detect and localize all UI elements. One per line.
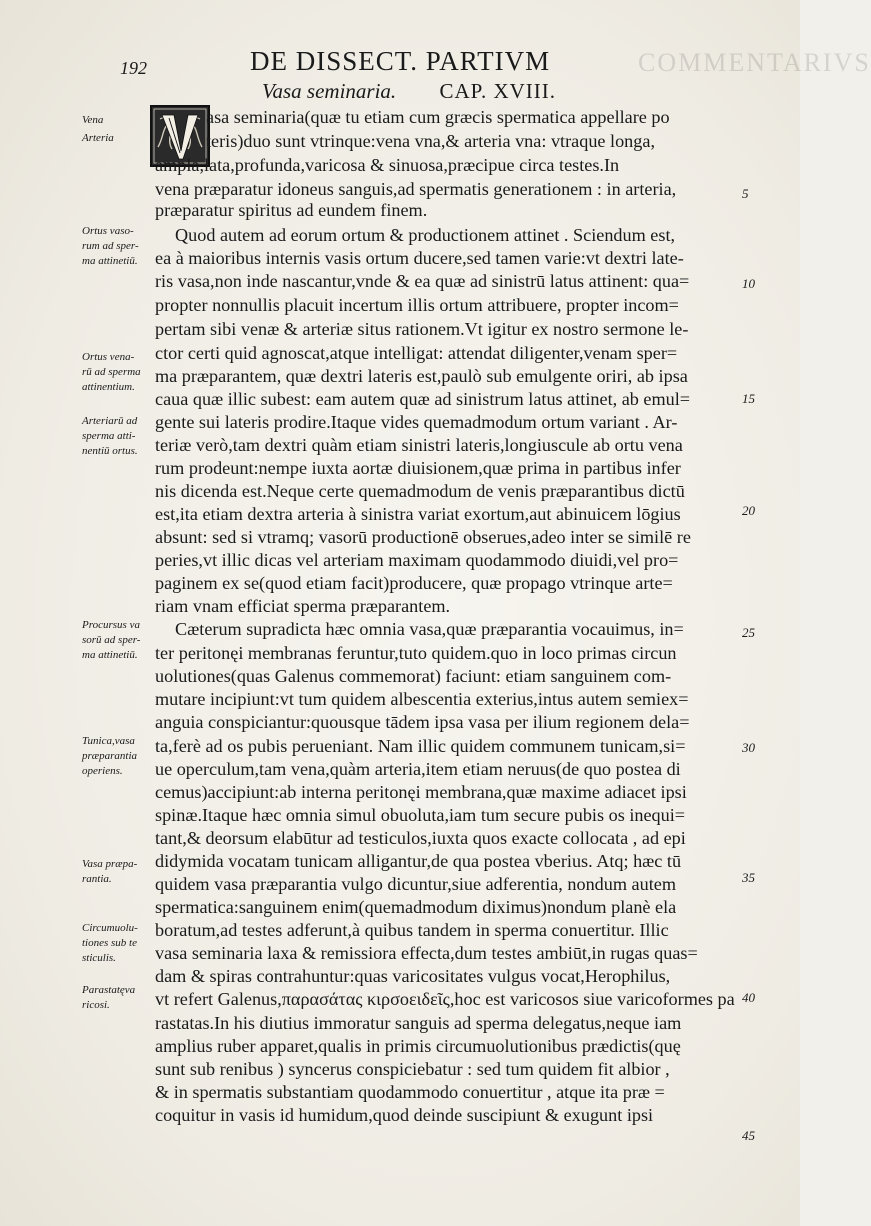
body-line: teris)duo sunt vtrinque:vena vna,& arteria vna: vtraque longa, [206,131,655,151]
margin-note: tiones sub te [82,937,137,949]
body-line: riam vnam efficiat sperma præparantem. [155,596,451,616]
margin-note: rū ad sperma [82,366,141,378]
body-line: didymida vocatam tunicam alligantur,de qua postea vberius. Atq; hæc tū [155,851,682,871]
body-line: præparatur spiritus ad eundem finem. [155,200,428,220]
body-line: amplius ruber apparet,qualis in primis circumuolutionibus prædictis(quę [155,1036,681,1056]
body-line: ea à maioribus internis vasis ortum ducere,sed tamen varie:vt dextri late- [155,248,684,268]
body-line: ta,ferè ad os pubis perueniant. Nam illic quidem communem tunicam,si= [155,736,686,756]
margin-note: Vena [82,114,104,126]
body-line: Cæterum supradicta hæc omnia vasa,quæ præparantia vocauimus, in= [175,619,684,639]
running-head: DE DISSECT. PARTIVM [250,46,551,76]
body-line: nis dicenda est.Neque certe quemadmodum de venis præparantibus dictū [155,481,685,501]
margin-note: Parastatęva [82,984,136,996]
body-line: anguia conspiciantur:quousque tādem ipsa vasa per ilium regionem dela= [155,712,690,732]
body-line: pertam sibi venæ & arteriæ situs rationem.Vt igitur ex nostro sermone le- [155,319,689,339]
line-number: 40 [742,990,755,1005]
line-number: 25 [742,625,755,640]
body-line: quidem vasa præparantia vulgo dicuntur,siue adferentia, nondum autem [155,874,676,894]
ghost-show-through: COMMENTARIVS [638,48,871,77]
body-line: teriæ verò,tam dextri quàm etiam sinistri lateris,longiuscule ab ortu vena [155,435,683,455]
body-line: caua quæ illic subest: eam autem quæ ad sinistrum latus attinet, ab emul= [155,389,691,409]
body-line: ctor certi quid agnoscat,atque intelligat: attendat diligenter,venam sper= [155,343,678,363]
body-line: ma præparantem, quæ dextri lateris est,paulò sub emulgente oriri, ab ipsa [155,366,688,386]
body-line: dam & spiras contrahuntur:quas varicositates vulgus vocat,Herophilus, [155,966,671,986]
margin-note: præparantia [82,750,138,762]
line-number: 30 [742,740,755,755]
margin-note: ricosi. [82,999,110,1011]
body-line: ter peritonęi membranas feruntur,tuto quidem.quo in loco primas circun [155,643,677,663]
margin-note: Circumuolu- [82,922,138,934]
body-line: absunt: sed si vtramq; vasorū productionē obserues,adeo inter se similē re [155,527,691,547]
body-line: cemus)accipiunt:ab interna peritonęi membrana,quæ maxime adiacet ipsi [155,782,687,802]
body-line: asa seminaria(quæ tu etiam cum græcis spermatica appellare po [206,107,670,127]
chapter-title [262,79,556,104]
body-line: rum prodeunt:nempe iuxta aortæ diuisionem,quæ prima in partibus infer [155,458,681,478]
body-line: uolutiones(quas Galenus commemorat) faciunt: etiam sanguinem com- [155,666,672,686]
margin-note: rum ad sper- [82,240,139,252]
body-line [155,1126,737,1150]
body-line: boratum,ad testes adferunt,à quibus tandem in sperma conuertitur. Illic [155,920,669,940]
margin-note: sticulis. [82,952,116,964]
margin-note: nentiū ortus. [82,445,138,457]
margin-note: Arteria [82,132,114,144]
body-line: vena præparatur idoneus sanguis,ad spermatis generationem : in arteria, [155,179,677,199]
line-number: 45 [742,1128,755,1143]
margin-note: ma attinetiū. [82,255,138,267]
body-line: peries,vt illic dicas vel arteriam maximam quodammodo diuidi,vel pro= [155,550,679,570]
margin-note: Tunica,vasa [82,735,135,747]
body-line: ue operculum,tam vena,quàm arteria,item etiam neruus(de quo postea di [155,759,681,779]
body-line: ampla,lata,profunda,varicosa & sinuosa,præcipue circa testes.In [155,155,620,175]
margin-note: Ortus vena- [82,351,135,363]
page-number: 192 [120,58,147,78]
body-line: spinæ.Itaque hæc omnia simul obuoluta,iam tum secure pubis os inequi= [155,805,686,825]
line-number: 5 [742,186,749,201]
body-line: propter nonnullis placuit incertum illis ortum attribuere, propter incom= [155,295,679,315]
body-line: paginem ex se(quod etiam facit)producere, quæ propago vtrinque arte= [155,573,673,593]
margin-note: Procursus va [82,619,140,631]
line-number: 20 [742,503,755,518]
line-number: 35 [742,870,755,885]
line-number: 15 [742,391,755,406]
body-line: est,ita etiam dextra arteria à sinistra variat exortum,aut abinuicem lōgius [155,504,681,524]
margin-note: Ortus vaso- [82,225,134,237]
line-number: 10 [742,276,755,291]
margin-note: operiens. [82,765,123,777]
margin-note: attinentium. [82,381,135,393]
body-line: rastatas.In his diutius immoratur sanguis ad sperma delegatus,neque iam [155,1013,682,1033]
body-line: Quod autem ad eorum ortum & productionem attinet . Sciendum est, [175,225,676,245]
body-line: vt refert Galenus,παρασάτας κιρσοειδεῖς,hoc est varicosos siue varicoformes pa [155,989,735,1009]
body-line: ris vasa,non inde nascantur,vnde & ea quæ ad sinistrū latus attinent: qua= [155,271,690,291]
body-line: sunt sub renibus ) syncerus conspiciebatur : sed tum quidem fit albior , [155,1059,670,1079]
body-line: gente sui lateris prodire.Itaque vides quemadmodum ortum variant . Ar- [155,412,678,432]
body-line: coquitur in vasis id humidum,quod deinde suscipiunt & exugunt ipsi [155,1105,654,1125]
body-line: vasa seminaria laxa & remissiora effecta,dum testes ambiūt,in rugas quas= [155,943,698,963]
body-line: mutare incipiunt:vt tum quidem albescentia exterius,intus autem semiex= [155,689,689,709]
body-line: & in spermatis substantiam quodammodo conuertitur , atque ita præ = [155,1082,665,1102]
margin-note: sperma atti- [82,430,136,442]
margin-note: Arteriarū ad [82,415,138,427]
chapter-number: CAP. XVIII. [439,79,557,103]
margin-note: Vasa præpa- [82,858,138,870]
chapter-name: Vasa seminaria. [262,79,397,103]
margin-note: rantia. [82,873,112,885]
margin-note: ma attinetiū. [82,649,138,661]
body-line: tant,& deorsum elabūtur ad testiculos,iuxta quos exacte collocata , ad epi [155,828,686,848]
body-line: spermatica:sanguinem enim(quemadmodum diximus)nondum planè ela [155,897,677,917]
margin-note: sorū ad sper- [82,634,141,646]
